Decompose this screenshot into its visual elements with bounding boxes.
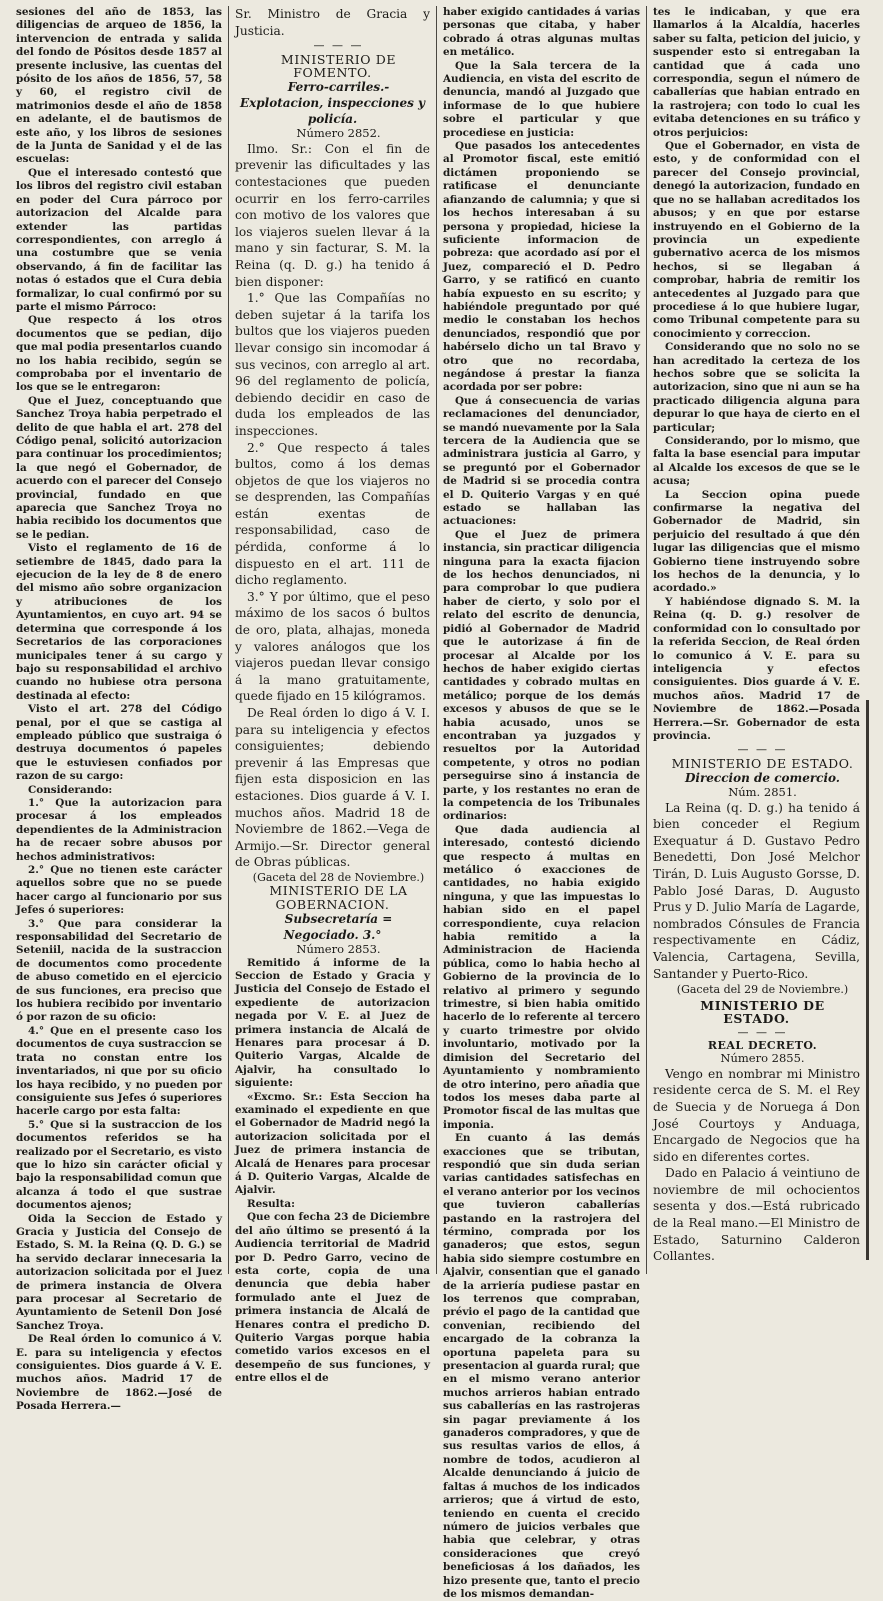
decree-number: Número 2853. <box>296 942 381 957</box>
continued-text <box>653 6 860 743</box>
paragraph: En cuanto á las demás exacciones que se tributan, respondió que sin duda serian varias cantidades satisfechas en el verano anterior por los vecinos que tuvieron caballerías pastando en la rastrojera del término, comprada por los ganaderos; que estos, segun habia sido siempre costumbre en Ajalvir, consentian que el ganado de la arriería pudiese pastar en los terrenos que compraban, prévio el pago de la cantidad que convenian, recibiendo del encargado de la cobranza la oportuna papeleta para su presentacion al guarda rural; que en el mismo verano anterior muchos arrieros habian entrado sus caballerías en las rastrojeras sin pagar previamente á los ganaderos compradores, y que de sus resultas varios de ellos, á nombre de todos, acudieron al Alcalde denunciando á juicio de faltas á muchos de los indicados arrieros; que á virtud de esto, teniendo en cuenta el crecido número de juicios verbales que habia que celebrar, y otras consideraciones que creyó beneficiosas á los dañados, les hizo presente que, tanto el precio de los mismos demandan- <box>443 1132 640 1600</box>
paragraph: Visto el art. 278 del Código penal, por el que se castiga al empleado público que sustraiga ó destruya documentos ó papeles que le estuviesen confiados por razon de su cargo: <box>16 703 222 783</box>
paragraph: Que con fecha 23 de Diciembre del año último se presentó á la Audiencia territorial de Madrid por D. Pedro Garro, vecino de esta corte, copia de una denuncia que debia haber formulado ante el Juez de primera instancia de Alcalá de Henares contra el predicho D. Quiterio Vargas porque habia cometido varios excesos en el desempeño de sus funciones, y entre ellos el de <box>235 1211 430 1385</box>
paragraph: 3.° Y por último, que el peso máximo de los sacos ó bultos de oro, plata, alhajas, moneda y valores análogos que los viajeros puedan llevar consigo á la mano gratuitamente, quede fijado en 15 kilógramos. <box>235 589 430 704</box>
paragraph: Remitido á informe de la Seccion de Estado y Gracia y Justicia del Consejo de Estado el expediente de autorizacion negada por V. E. al Juez de primera instancia de Alcalá de Henares para procesar á D. Quiterio Vargas, Alcalde de Ajalvir, ha consultado lo siguiente: <box>235 956 430 1090</box>
paragraph: Considerando que no solo no se han acreditado la certeza de los hechos sobre que se solicita la autorizacion, sino que ni aun se ha practicado diligencia alguna para depurar lo que haya de cierto en el particular; <box>653 341 860 434</box>
paragraph: Que respecto á los otros documentos que se pedian, dijo que mal podia presentarlos cuando no los habia recibido, según se comprobaba por el inventario de los que se le entregaron: <box>16 314 222 394</box>
paragraph: Vengo en nombrar mi Ministro residente cerca de S. M. el Rey de Suecia y de Noruega á Don José Courtoys y Anduaga, Encargado de Negocios que ha sido en diferentes cortes. <box>653 1066 860 1164</box>
gaceta-date: (Gaceta del 29 de Noviembre.) <box>676 983 849 997</box>
ministry-heading: MINISTERIO DE LA GOBERNACION. <box>269 883 408 912</box>
paragraph: 3.° Que para considerar la responsabilidad del Secretario de Seteniil, nacida de la sustraccion de documentos como procedente de abuso cometido en el ejercicio de sus funciones, era preciso que los hubiera recibido por inventario ó por razon de su oficio: <box>16 917 222 1024</box>
column-2 <box>228 6 436 1385</box>
addressee-line: Sr. Ministro de Gracia y Justicia. <box>235 7 430 38</box>
decree-number: Número 2852. <box>296 126 381 141</box>
paragraph: Considerando: <box>28 783 113 796</box>
ministry-heading: MINISTERIO DE FOMENTO. <box>280 51 397 80</box>
paragraph: 1.° Que la autorizacion para procesar á los empleados dependientes de la Administracion ha de recaer sobre abusos por hechos administrativos: <box>16 796 222 863</box>
paragraph: sesiones del año de 1853, las diligencias de arqueo de 1856, la intervencion de entrada y salida del fondo de Pósitos desde 1857 al presente inclusive, las cuentas del pósito de los años de 1856, 57, 58 y 60, el registro civil de matrimonios desde el año de 1858 en adelante, el de bautismos de este año, y los libros de sesiones de la Junta de Sanidad y el de las escuelas: <box>16 6 222 166</box>
decree-body <box>235 957 430 1386</box>
decree-body <box>653 1066 860 1265</box>
paragraph: Que dada audiencia al interesado, contestó diciendo que respecto á multas en metálico ó exacciones de cantidades, no habia exigido ninguna, y que las impuestas lo habian sido en el papel correspondiente, cuya relacion habia remitido a la Administracion de Hacienda pública, como lo habia hecho al Gobierno de la provincia de lo relativo al primero y segundo trimestre, si bien habia omitido hacerlo de lo referente al tercero y cuarto trimestre por olvido involuntario, motivado por la dimision del Secretario del Ayuntamiento y nombramiento de otro interino, pero añadia que todos los meses daba parte al Promotor fiscal de las multas que imponia. <box>443 823 640 1131</box>
separator: — — — <box>737 1025 788 1039</box>
paragraph: La Reina (q. D. g.) ha tenido á bien conceder el Regium Exequatur á D. Gustavo Pedro Benedetti, Don José Melchor Tirán, D. Luis Augusto Gorsse, D. Pablo José Daras, D. Augusto Prus y D. Julio María de Lagarde, nombrados Cónsules de Francia respectivamente en Cádiz, Valencia, Cartagena, Sevilla, Santander y Puerto-Rico. <box>653 800 860 981</box>
separator: — — — <box>737 743 788 757</box>
column-3 <box>436 6 646 1600</box>
paragraph: Que la Sala tercera de la Audiencia, en vista del escrito de denuncia, mandó al Juzgado que informase de lo que hubiere sobre el particular y que procediese en justicia: <box>443 59 640 139</box>
paragraph: Visto el reglamento de 16 de setiembre de 1845, dado para la ejecucion de la ley de 8 de enero del mismo año sobre organizacion y atribuciones de los Ayuntamientos, en cuyo art. 94 se determina que corresponde á los Secretarios de las corporaciones municipales tener á su cargo y bajo su responsabilidad el archivo cuando no hubiese otra persona destinada al efecto: <box>16 542 222 702</box>
decree-number: Número 2855. <box>720 1051 805 1066</box>
paragraph: Ilmo. Sr.: Con el fin de prevenir las dificultades y las contestaciones que pueden ocurrir en los ferro-carriles con motivo de los valores que los viajeros suelen llevar á la mano y sin facturar, S. M. la Reina (q. D. g.) ha tenido á bien disponer: <box>235 141 430 289</box>
paragraph: 2.° Que no tienen este carácter aquellos sobre que no se puede hacer cargo al funcionario por sus Jefes ó superiores: <box>16 864 222 917</box>
decree-heading: REAL DECRETO. <box>707 1038 818 1052</box>
margin-rule <box>866 700 869 1260</box>
paragraph: Que el Gobernador, en vista de esto, y de conformidad con el parecer del Consejo provincial, denegó la autorizacion, fundado en que no se hallaban acreditados los abusos; y en que por estarse instruyendo en el Gobierno de la provincia un expediente gubernativo acerca de los mismos hechos, si se llegaban á comprobar, habria de remitir los antecedentes al Juzgado para que procediese á lo que hubiere lugar, como Tribunal competente para su conocimiento y correccion. <box>653 140 860 340</box>
paragraph: 2.° Que respecto á tales bultos, como á los demas objetos de que los viajeros no se desprenden, las Compañías están exentas de responsabilidad, caso de pérdida, conforme á lo dispuesto en el art. 111 de dicho reglamento. <box>235 440 430 588</box>
paragraph: Que á consecuencia de varias reclamaciones del denunciador, se mandó nuevamente por la Sala tercera de la Audiencia que se administrara justicia al Garro, y se preguntó por el Gobernador de Madrid si se procedia contra el D. Quiterio Vargas y en qué estado se hallaban las actuaciones: <box>443 394 640 528</box>
paragraph: De Real órden lo comunico á V. E. para su inteligencia y efectos consiguientes. Dios guarde á V. E. muchos años. Madrid 17 de Noviembre de 1862.—José de Posada Herrera.— <box>16 1333 222 1413</box>
ministry-heading: MINISTERIO DE ESTADO. <box>700 997 825 1027</box>
section-subheading: Ferro-carriles.-Explotacion, inspecciones y policía. <box>239 80 426 127</box>
ministry-heading: MINISTERIO DE ESTADO. <box>671 755 854 771</box>
paragraph: Que el Juez, conceptuando que Sanchez Troya habia perpetrado el delito de que habla el art. 278 del Código penal, solicitó autorizacion para continuar los procedimientos; la que negó el Gobernador, de acuerdo con el parecer del Consejo provincial, fundado en que aparecia que Sanchez Troya no habia recibido los documentos que se le pedian. <box>16 394 222 541</box>
section-subheading: Direccion de comercio. <box>684 771 840 786</box>
decree-body <box>235 141 430 871</box>
paragraph: 1.° Que las Compañías no deben sujetar á la tarifa los bultos que los viajeros pueden llevar consigo sin incomodar á sus vecinos, con arreglo al art. 96 del reglamento de policía, debiendo decidir en caso de duda los empleados de las inspecciones. <box>235 291 430 438</box>
paragraph: Que el Juez de primera instancia, sin practicar diligencia ninguna para la exacta fijacion de los hechos denunciados, ni para comprobar lo que pudiera haber de cierto, y solo por el relato del escrito de denuncia, pidió al Gobernador de Madrid que le autorizase á fin de procesar al Alcalde por los hechos de haber exigido ciertas cantidades y cobrado multas en metálico; porque de los demás excesos y abusos de que se le habia acusado, unos se encontraban ya juzgados y resueltos por la Autoridad competente, y otros no podian perseguirse sino á instancia de parte, y los restantes no eran de la competencia de los Tribunales ordinarios: <box>443 528 640 823</box>
column-4 <box>646 6 866 1274</box>
paragraph: Resulta: <box>247 1197 295 1210</box>
paragraph: haber exigido cantidades á varias personas que citaba, y haber cobrado á otras algunas multas en metálico. <box>443 6 640 59</box>
paragraph: De Real órden lo digo á V. I. para su inteligencia y efectos consiguientes; debiendo prevenir á las Empresas que fijen esta disposicion en las estaciones. Dios guarde á V. I. muchos años. Madrid 18 de Noviembre de 1862.—Vega de Armijo.—Sr. Director general de Obras públicas. <box>235 706 430 870</box>
column-1 <box>10 6 228 1413</box>
paragraph: Y habiéndose dignado S. M. la Reina (q. D. g.) resolver de conformidad con lo consultado por la referida Seccion, de Real órden lo comunico á V. E. para su inteligencia y efectos consiguientes. Dios guarde á V. E. muchos años. Madrid 17 de Noviembre de 1862.—Posada Herrera.—Sr. Gobernador de esta provincia. <box>653 595 860 742</box>
decree-number: Núm. 2851. <box>728 785 797 800</box>
paragraph: Considerando, por lo mismo, que falta la base esencial para imputar al Alcalde los excesos de que se le acusa; <box>653 435 860 488</box>
section-subheading: Subsecretaría = Negociado. 3.° <box>283 912 393 943</box>
gaceta-date: (Gaceta del 28 de Noviembre.) <box>252 870 425 884</box>
paragraph: «Excmo. Sr.: Esta Seccion ha examinado el expediente en que el Gobernador de Madrid negó la autorizacion solicitada por el Juez de primera instancia de Alcalá de Henares para procesar á D. Quiterio Vargas, Alcalde de Ajalvir. <box>235 1090 430 1197</box>
paragraph: Dado en Palacio á veintiuno de noviembre de mil ochocientos sesenta y dos.—Está rubricado de la Real mano.—El Ministro de Estado, Saturnino Calderon Collantes. <box>653 1166 860 1264</box>
paragraph: Que el interesado contestó que los libros del registro civil estaban en poder del Cura párroco por autorizacion del Alcalde para extender las partidas correspondientes, con arreglo á una costumbre que se venia observando, á fin de facilitar las notas ó estados que el Cura debia formalizar, lo cual confirmó por su parte el mismo Párroco: <box>16 166 222 313</box>
paragraph: Que pasados los antecedentes al Promotor fiscal, este emitió dictámen proponiendo se ratificase el denunciante afianzando de calumnia; y que si los hechos interesaban á su persona y propiedad, hiciese la suficiente informacion de pobreza: que acordado así por el Juez, compareció el D. Pedro Garro, y se ratificó en cuanto había expuesto en su escrito; y habiéndole preguntado por qué medio le constaban los hechos denunciados, respondió que por habérselo dicho un tal Bravo y otro que no recordaba, negándose á prestar la fianza acordada por ser pobre: <box>443 140 640 394</box>
separator: — — — <box>313 39 364 53</box>
paragraph: La Seccion opina puede confirmarse la negativa del Gobernador de Madrid, sin perjuicio del resultado á que dén lugar las diligencias que el mismo Gobierno tiene instruyendo sobre los hechos de la denuncia, y lo acordado.» <box>653 488 860 595</box>
paragraph: 4.° Que en el presente caso los documentos de cuya sustraccion se trata no constan entre los inventariados, ni que por su oficio los haya recibido, y no pueden por consiguiente sus Jefes ó superiores hacerle cargo por esta falta: <box>16 1024 222 1118</box>
paragraph: 5.° Que si la sustraccion de los documentos referidos se ha realizado por el Secretario, es visto que lo hizo sin carácter oficial y bajo la responsabilidad comun que alcanza á todo el que sustrae documentos ajenos; <box>16 1118 222 1212</box>
paragraph: Oida la Seccion de Estado y Gracia y Justicia del Consejo de Estado, S. M. la Reina (Q. D. G.) se ha servido declarar innecesaria la autorizacion solicitada por el Juez de primera instancia de Olvera para procesar al Secretario de Ayuntamiento de Setenil Don José Sanchez Troya. <box>16 1212 222 1332</box>
paragraph: tes le indicaban, y que era llamarlos á la Alcaldía, hacerles saber su falta, peticion del juicio, y suspender esto si entregaban la cantidad que á cada uno correspondia, segun el número de caballerías que habian entrado en la rastrojera; con todo lo cual les evitaba detenciones en su tráfico y otros perjuicios: <box>653 6 860 139</box>
